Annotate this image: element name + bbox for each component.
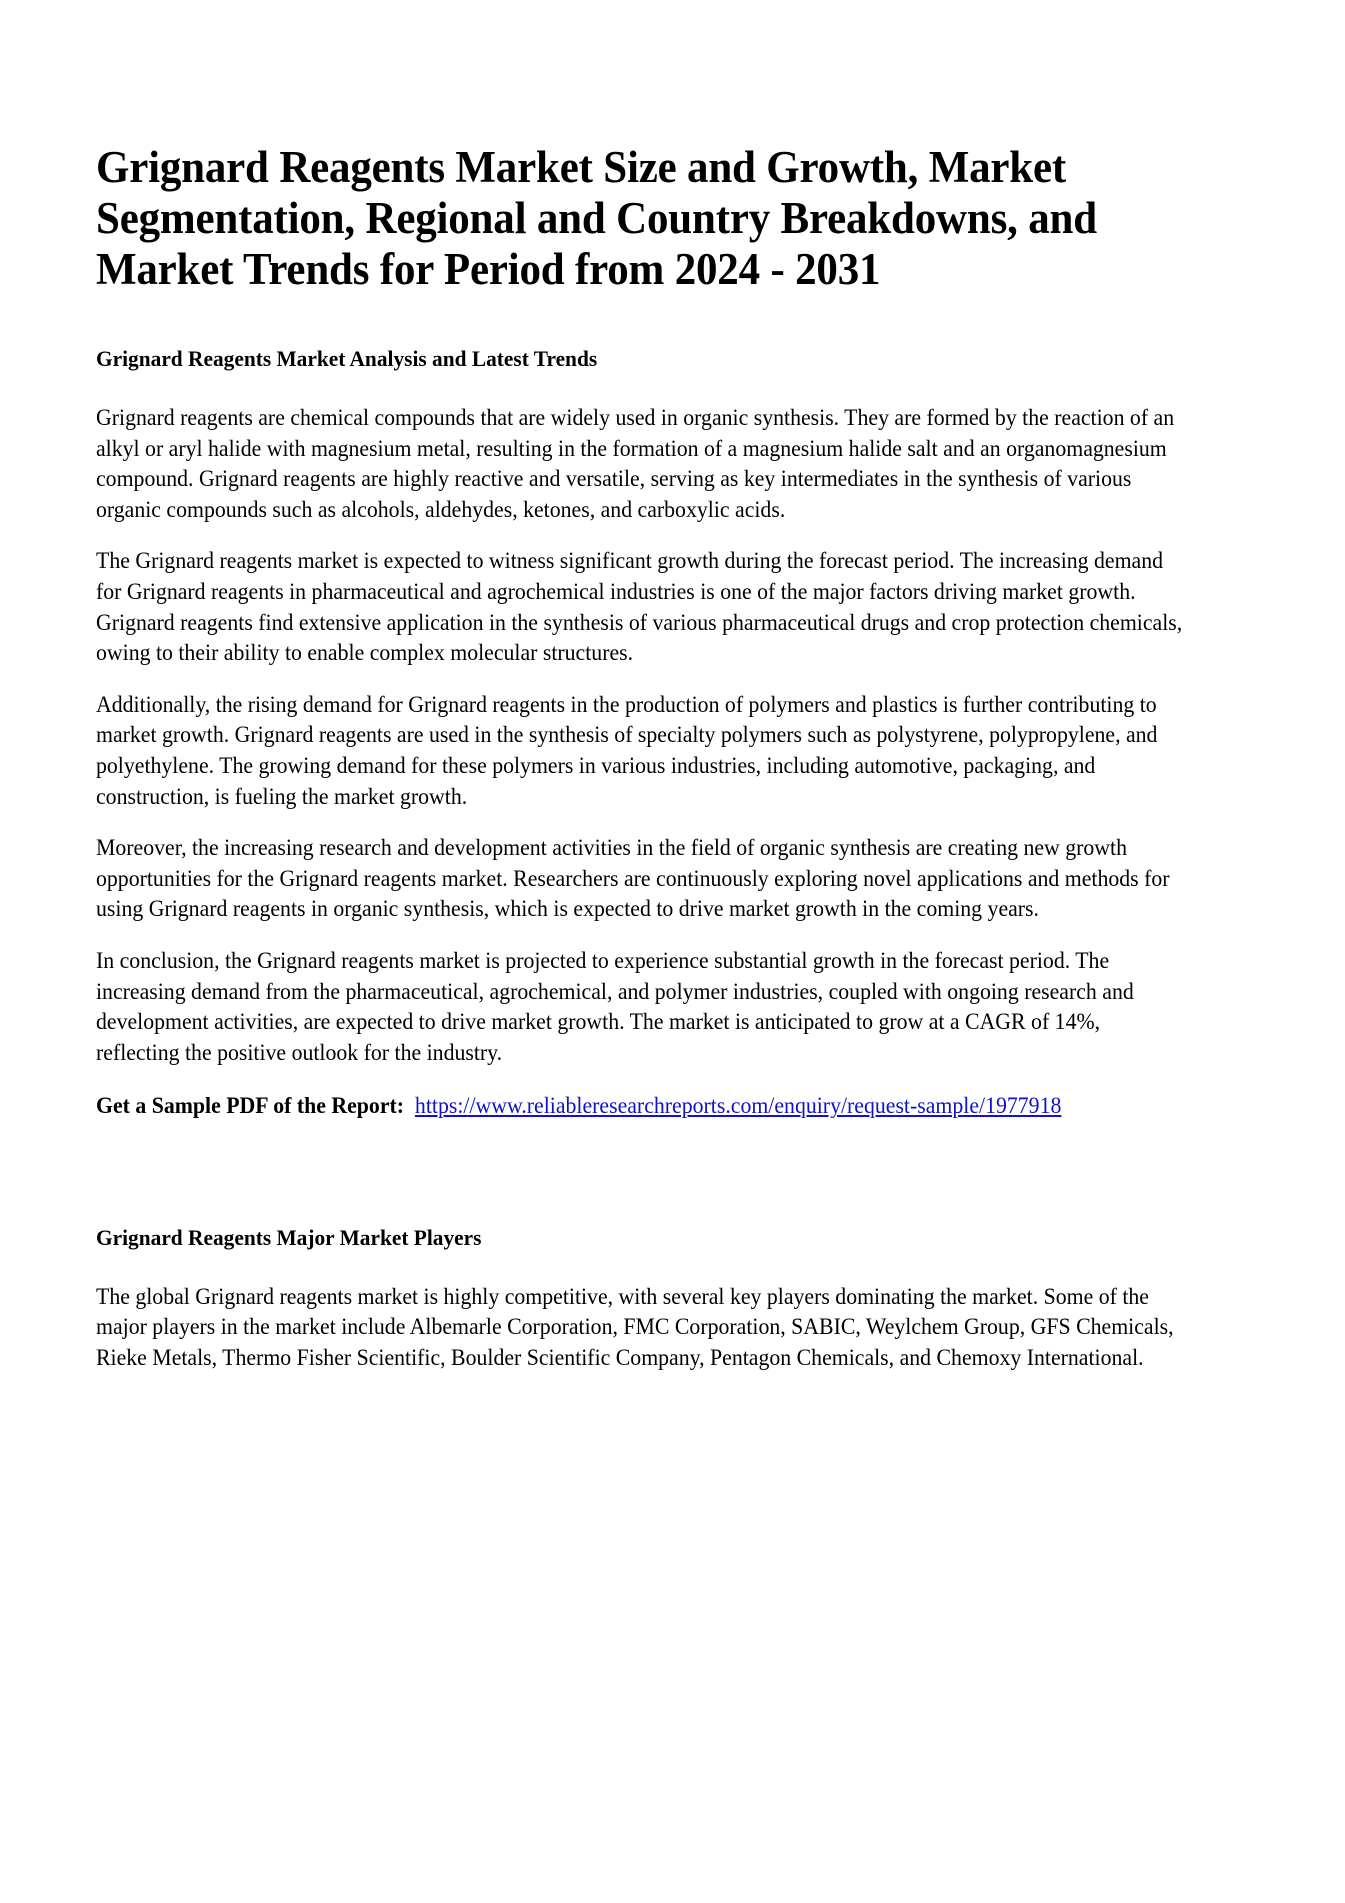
- spacer-before-players: [96, 1122, 1246, 1224]
- sample-pdf-label: Get a Sample PDF of the Report:: [96, 1093, 405, 1119]
- spacer-before-link: [96, 1068, 1246, 1091]
- spacer-players-heading: [96, 1252, 1246, 1282]
- spacer-paragraph-3: [96, 812, 1246, 833]
- paragraph-definition: Grignard reagents are chemical compounds that are widely used in organic synthesis. They are formed by the reaction of an alkyl or aryl halide with magnesium metal, resulting in the formation of a magnesium halide salt and an organomagnesium compound. Grignard reagents are highly reactive and versatile, serving as key intermediates in the synthesis of various organic compounds such as alcohols, aldehydes, ketones, and carboxylic acids.: [96, 405, 1175, 522]
- page-title: Grignard Reagents Market Size and Growth, Market Segmentation, Regional and Country Breakdowns, and Market Trends for Period from 2024 - 2031: [96, 142, 1097, 294]
- sample-pdf-link[interactable]: https://www.reliableresearchreports.com/enquiry/request-sample/1977918: [414, 1093, 1062, 1119]
- spacer-after-title: [96, 295, 1246, 345]
- paragraph-conclusion: In conclusion, the Grignard reagents market is projected to experience substantial growth in the forecast period. The increasing demand from the pharmaceutical, agrochemical, and polymer industries, coupled with ongoing research and development activities, are expected to drive market growth. The market is anticipated to grow at a CAGR of 14%, reflecting the positive outlook for the industry.: [96, 947, 1134, 1065]
- spacer-paragraph-4: [96, 925, 1246, 946]
- spacer-heading: [96, 373, 1246, 403]
- paragraph-polymers: Additionally, the rising demand for Grignard reagents in the production of polymers and plastics is further contributing to market growth. Grignard reagents are used in the synthesis of specialty polymers such as polystyrene, polypropylene, and polyethylene. The growing demand for these polymers in various industries, including automotive, packaging, and construction, is fueling the market growth.: [96, 691, 1158, 809]
- spacer-paragraph-1: [96, 525, 1246, 546]
- section-heading-players: Grignard Reagents Major Market Players: [96, 1224, 482, 1250]
- section-heading-analysis: Grignard Reagents Market Analysis and Latest Trends: [96, 346, 598, 371]
- paragraph-research: Moreover, the increasing research and development activities in the field of organic synthesis are creating new growth opportunities for the Grignard reagents market. Researchers are continuously exploring novel applications and methods for using Grignard reagents in organic synthesis, which is expected to drive market growth in the coming years.: [96, 835, 1170, 922]
- paragraph-growth-drivers: The Grignard reagents market is expected to witness significant growth during the forecast period. The increasing demand for Grignard reagents in pharmaceutical and agrochemical industries is one of the major factors driving market growth. Grignard reagents find extensive application in the synthesis of various pharmaceutical drugs and crop protection chemicals, owing to their ability to enable complex molecular structures.: [96, 548, 1183, 666]
- document-content: [96, 142, 1246, 1374]
- paragraph-players: The global Grignard reagents market is highly competitive, with several key players dominating the market. Some of the major players in the market include Albemarle Corporation, FMC Corporation, SABIC, Weylchem Group, GFS Chemicals, Rieke Metals, Thermo Fisher Scientific, Boulder Scientific Company, Pentagon Chemicals, and Chemoxy International.: [96, 1283, 1174, 1371]
- sample-pdf-line: [96, 1091, 1186, 1122]
- spacer-paragraph-2: [96, 669, 1246, 690]
